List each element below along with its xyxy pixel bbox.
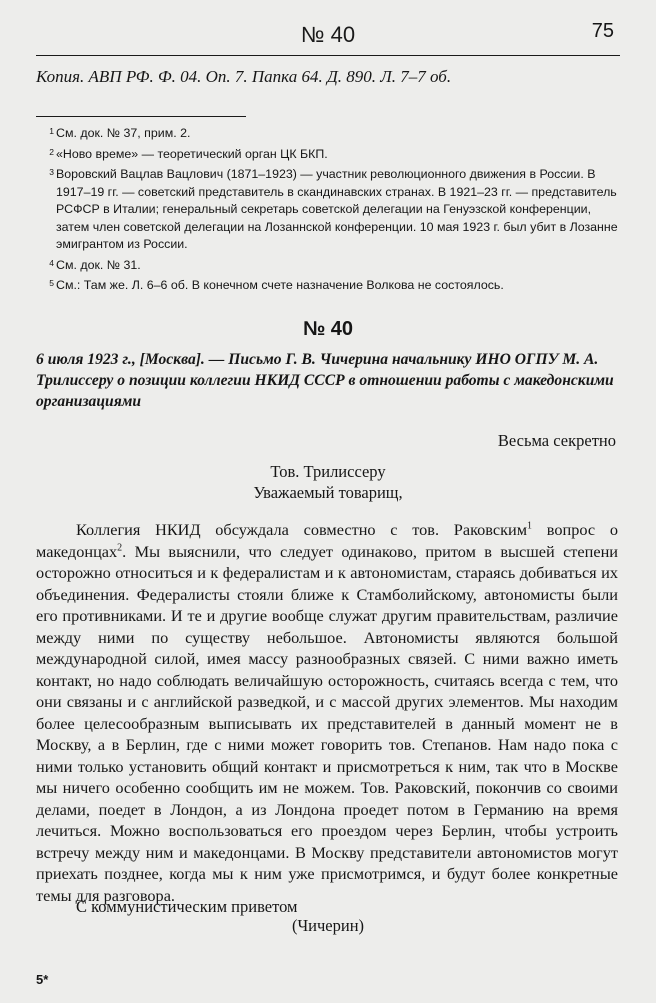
body-text-part: вопрос о македонцах xyxy=(36,520,619,561)
page-number: 75 xyxy=(591,20,614,42)
letter-body xyxy=(36,519,618,906)
footnote-marker: 2 xyxy=(49,146,54,157)
salutation: Уважаемый товарищ, xyxy=(253,483,403,502)
signature: (Чичерин) xyxy=(291,916,365,935)
footnote-1 xyxy=(36,125,621,143)
addressee-block xyxy=(36,461,620,503)
footnote-text: См.: Там же. Л. 6–6 об. В конечном счете назначение Волкова не состоялось. xyxy=(56,278,504,292)
footnote-separator xyxy=(36,116,246,117)
footnote-2 xyxy=(36,146,621,164)
running-header xyxy=(36,18,620,52)
header-rule xyxy=(36,55,620,56)
closing-phrase: С коммунистическим приветом xyxy=(76,897,298,916)
footnote-5 xyxy=(36,277,621,295)
footnote-reference: 2 xyxy=(117,542,123,554)
document-description: 6 июля 1923 г., [Москва]. — Письмо Г. В. Чичерина начальнику ИНО ОГПУ М. А. Трилиссеру о позиции коллегии НКИД СССР в отношении работы с македонскими организациями xyxy=(36,351,614,410)
footnote-text: См. док. № 31. xyxy=(56,257,141,272)
footnote-marker: 5 xyxy=(49,278,54,288)
classification-mark: Весьма секретно xyxy=(497,431,616,450)
footnote-text: Воровский Вацлав Вацлович (1871–1923) — участник революционного движения в России. В 1917–19 гг. — советский представитель в скандинавских странах. В 1921–23 гг. — представитель РСФСР в Италии; генеральный секретарь советской делегации на Генуэзской конференции, затем член советской делегации на Лозаннской конференции. 10 мая 1923 г. был убит в Лозанне эмигрантом из России. xyxy=(56,167,618,251)
footnote-marker: 1 xyxy=(49,126,54,136)
footnotes xyxy=(36,125,621,298)
sheet-signature-mark: 5* xyxy=(36,972,49,987)
body-text-part: Коллегия НКИД обсуждала совместно с тов. Раковским xyxy=(76,520,528,539)
footnote-3 xyxy=(36,166,621,254)
footnote-4 xyxy=(36,257,621,275)
addressee: Тов. Трилиссеру xyxy=(270,462,386,481)
archive-reference: Копия. АВП РФ. Ф. 04. Оп. 7. Папка 64. Д. 890. Л. 7–7 об. xyxy=(36,67,452,86)
footnote-text: «Ново време» — теоретический орган ЦК БКП. xyxy=(56,146,328,161)
document-number: № 40 xyxy=(302,318,354,340)
header-document-number: № 40 xyxy=(300,22,356,47)
body-text-part: . Мы выяснили, что следует одинаково, притом в высшей степени осторожно относиться и к федералистам и к автономистам, стараясь добиваться их объединения. Федералисты стояли ближе к Стамболийскому, автономисты были его противниками. И те и другие вообще служат другим правительствам, различие между ними по существу небольшое. Автономисты являются большой международной силой, имея массу разнообразных связей. С ними важно иметь контакт, но надо соблюдать величайшую осторожность, считаясь всегда с тем, что они связаны и с английской разведкой, и с массой других элементов. Мы находим более целесообразным выписывать их представителей в данный момент не в Москву, а в Берлин, где с ними может говорить тов. Степанов. Нам надо пока с ними только установить общий контакт и присмотреться к ним, так что в Москве мы ничего особенно сообщить им не можем. Тов. Раковский, покончив со своими делами, поедет в Лондон, а из Лондона проедет потом в Германию на время лечиться. Можно воспользоваться его проездом через Берлин, чтобы устроить встречу между ним и македонцами. В Москву представители автономистов могут приехать позднее, когда мы к ним уже присмотримся, и будут более конкретные темы для разговора. xyxy=(36,541,618,905)
footnote-marker: 3 xyxy=(49,167,54,177)
footnote-marker: 4 xyxy=(49,257,54,268)
footnote-text: См. док. № 37, прим. 2. xyxy=(56,126,191,140)
footnote-reference: 1 xyxy=(527,520,533,532)
